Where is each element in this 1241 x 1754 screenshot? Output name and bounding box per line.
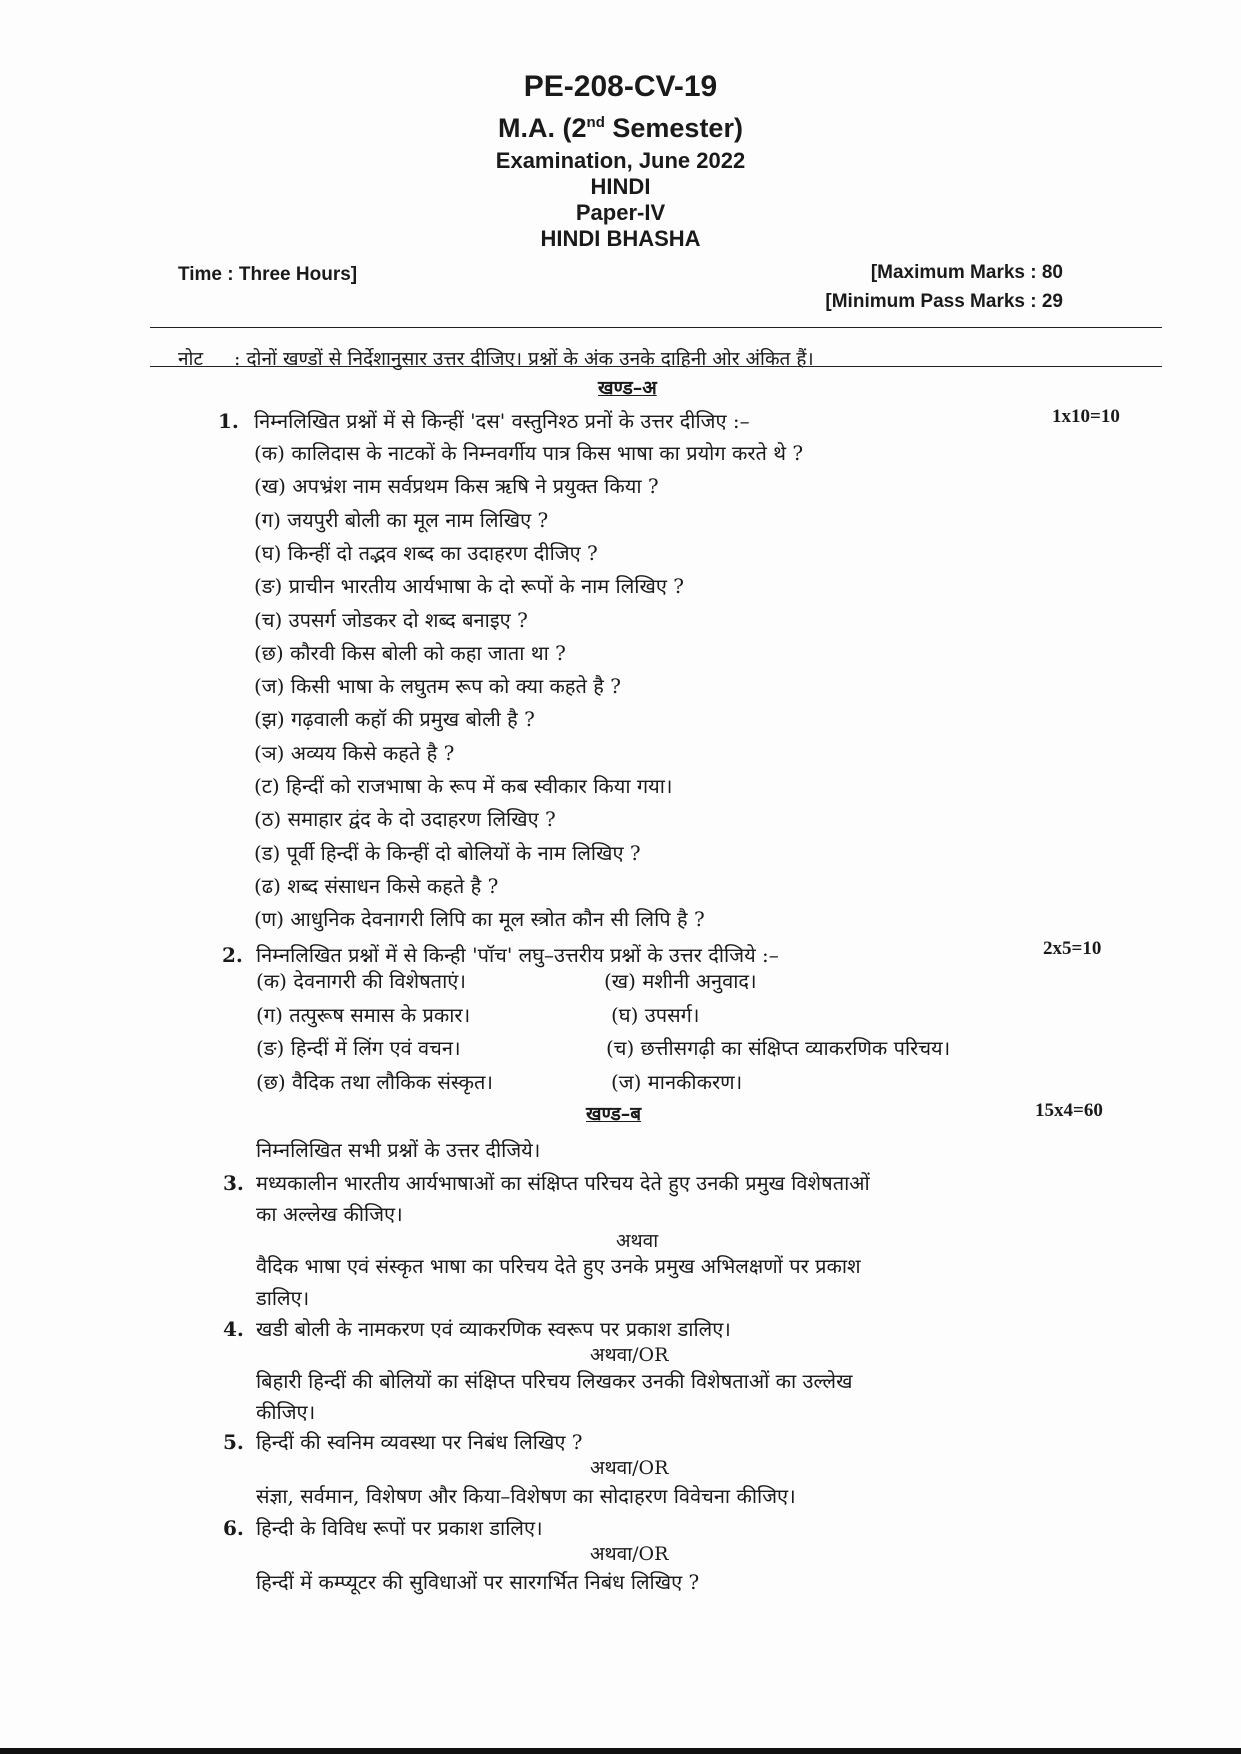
q1-item: (ख) अपभ्रंश नाम सर्वप्रथम किस ऋषि ने प्रयुक्त किया ? — [254, 474, 659, 499]
scan-bottom-edge — [0, 1748, 1241, 1754]
q2-item: (च) छत्तीसगढ़ी का संक्षिप्त व्याकरणिक परिचय। — [606, 1036, 951, 1060]
note — [178, 345, 814, 371]
q2-item: (ख) मशीनी अनुवाद। — [604, 969, 757, 993]
q1-number: 1. — [218, 409, 239, 433]
section-b-marks: 15x4=60 — [1035, 1100, 1103, 1121]
q1-text: निम्नलिखित प्रश्नों में से किन्हीं 'दस' वस्तुनिश्ठ प्रनों के उत्तर दीजिए :– — [254, 409, 750, 433]
q1-marks: 1x10=10 — [1052, 406, 1120, 427]
q5-line1: हिन्दीं की स्वनिम व्यवस्था पर निबंध लिखिए ? — [256, 1430, 583, 1454]
q5-alt-line1: संज्ञा, सर्वमान, विशेषण और किया–विशेषण का सोदाहरण विवेचना कीजिए। — [256, 1484, 796, 1508]
q2-item: (ङ) हिन्दीं में लिंग एवं वचन। — [256, 1036, 461, 1060]
q1-item: (ट) हिन्दीं को राजभाषा के रूप में कब स्वीकार किया गया। — [254, 774, 673, 798]
q3-line1: मध्यकालीन भारतीय आर्यभाषाओं का संक्षिप्त परिचय देते हुए उनकी प्रमुख विशेषताओं — [256, 1171, 870, 1195]
q5-number: 5. — [223, 1430, 244, 1454]
top-rule — [150, 327, 1162, 328]
paper-code: PE-208-CV-19 — [523, 70, 718, 103]
exam-block — [0, 148, 1241, 252]
exam-name: Examination, June 2022 — [495, 148, 746, 173]
q2-item: (क) देवनागरी की विशेषताएं। — [256, 969, 466, 993]
paper-title: HINDI BHASHA — [540, 226, 701, 251]
marks-block — [803, 258, 1063, 316]
q1-item: (च) उपसर्ग जोडकर दो शब्द बनाइए ? — [254, 607, 528, 632]
q1-item: (क) कालिदास के नाटकों के निम्नवर्गीय पात्र किस भाषा का प्रयोग करते थे ? — [254, 441, 804, 465]
course-prefix: M.A. (2 — [498, 113, 587, 143]
q6-number: 6. — [223, 1516, 244, 1540]
q4-alt-line2: कीजिए। — [256, 1400, 316, 1424]
note-text: : दोनों खण्डों से निर्देशानुसार उत्तर दीजिए। प्रश्नों के अंक उनके दाहिनी ओर अंकित हैं। — [234, 348, 814, 370]
course-suffix: Semester) — [604, 113, 743, 143]
section-a-title: खण्ड–अ — [598, 377, 657, 399]
q1-item: (ङ) प्राचीन भारतीय आर्यभाषा के दो रूपों के नाम लिखिए ? — [254, 574, 684, 599]
note-rule — [150, 366, 1162, 367]
q1-item: (ड) पूर्वी हिन्दीं के किन्हीं दो बोलियों के नाम लिखिए ? — [254, 840, 641, 865]
q1-item: (झ) गढ़वाली कहॉ की प्रमुख बोली है ? — [254, 707, 535, 732]
q6-or: अथवा/OR — [590, 1543, 669, 1565]
q2-text: निम्नलिखित प्रश्नों में से किन्ही 'पॉच' लघु–उत्तरीय प्रश्नों के उत्तर दीजिये :– — [256, 943, 779, 967]
q1-item: (छ) कौरवी किस बोली को कहा जाता था ? — [254, 640, 566, 665]
q1-item: (ग) जयपुरी बोली का मूल नाम लिखिए ? — [254, 507, 549, 532]
course-superscript: nd — [586, 114, 605, 131]
q2-item: (छ) वैदिक तथा लौकिक संस्कृत। — [256, 1069, 493, 1094]
minimum-pass-marks: [Minimum Pass Marks : 29 — [825, 291, 1063, 312]
q3-or: अथवा — [616, 1230, 659, 1252]
q1-item: (घ) किन्हीं दो तद्भव शब्द का उदाहरण दीजिए ? — [254, 540, 598, 565]
q1-item: (ढ) शब्द संसाधन किसे कहते है ? — [254, 873, 499, 898]
q1-item: (ठ) समाहार द्वंद के दो उदाहरण लिखिए ? — [254, 807, 556, 832]
q2-marks: 2x5=10 — [1043, 938, 1102, 959]
q1-item: (ञ) अव्यय किसे कहते है ? — [254, 740, 455, 765]
q3-alt-line2: डालिए। — [256, 1286, 310, 1310]
q3-alt-line1: वैदिक भाषा एवं संस्कृत भाषा का परिचय देते हुए उनके प्रमुख अभिलक्षणों पर प्रकाश — [256, 1254, 861, 1278]
section-b-title: खण्ड–ब — [586, 1103, 642, 1125]
q4-line1: खडी बोली के नामकरण एवं व्याकरणिक स्वरूप पर प्रकाश डालिए। — [256, 1317, 731, 1341]
q3-number: 3. — [223, 1171, 244, 1195]
q3-line2: का अल्लेख कीजिए। — [256, 1202, 403, 1226]
paper-number: Paper-IV — [575, 200, 666, 225]
time-allowed: Time : Three Hours] — [178, 264, 358, 285]
q1-item: (ज) किसी भाषा के लघुतम रूप को क्या कहते है ? — [254, 674, 621, 699]
q2-item: (घ) उपसर्ग। — [611, 1002, 700, 1027]
note-label: नोट — [178, 348, 204, 370]
course-title — [0, 113, 1241, 144]
maximum-marks: [Maximum Marks : 80 — [870, 262, 1063, 283]
q2-item: (ज) मानकीकरण। — [611, 1069, 743, 1094]
subject: HINDI — [590, 174, 651, 199]
q4-or: अथवा/OR — [590, 1344, 669, 1366]
q2-number: 2. — [222, 943, 243, 967]
q6-line1: हिन्दी के विविध रूपों पर प्रकाश डालिए। — [256, 1516, 543, 1540]
section-b-instruction: निम्नलिखित सभी प्रश्नों के उत्तर दीजिये। — [256, 1138, 541, 1162]
q2-item: (ग) तत्पुरूष समास के प्रकार। — [256, 1002, 471, 1027]
q4-alt-line1: बिहारी हिन्दीं की बोलियों का संक्षिप्त परिचय लिखकर उनकी विशेषताओं का उल्लेख — [256, 1369, 853, 1393]
q5-or: अथवा/OR — [590, 1457, 669, 1479]
q1-item: (ण) आधुनिक देवनागरी लिपि का मूल स्त्रोत कौन सी लिपि है ? — [254, 907, 705, 932]
q4-number: 4. — [223, 1317, 244, 1341]
q6-alt-line1: हिन्दीं में कम्प्यूटर की सुविधाओं पर सारगर्भित निबंध लिखिए ? — [256, 1570, 700, 1594]
